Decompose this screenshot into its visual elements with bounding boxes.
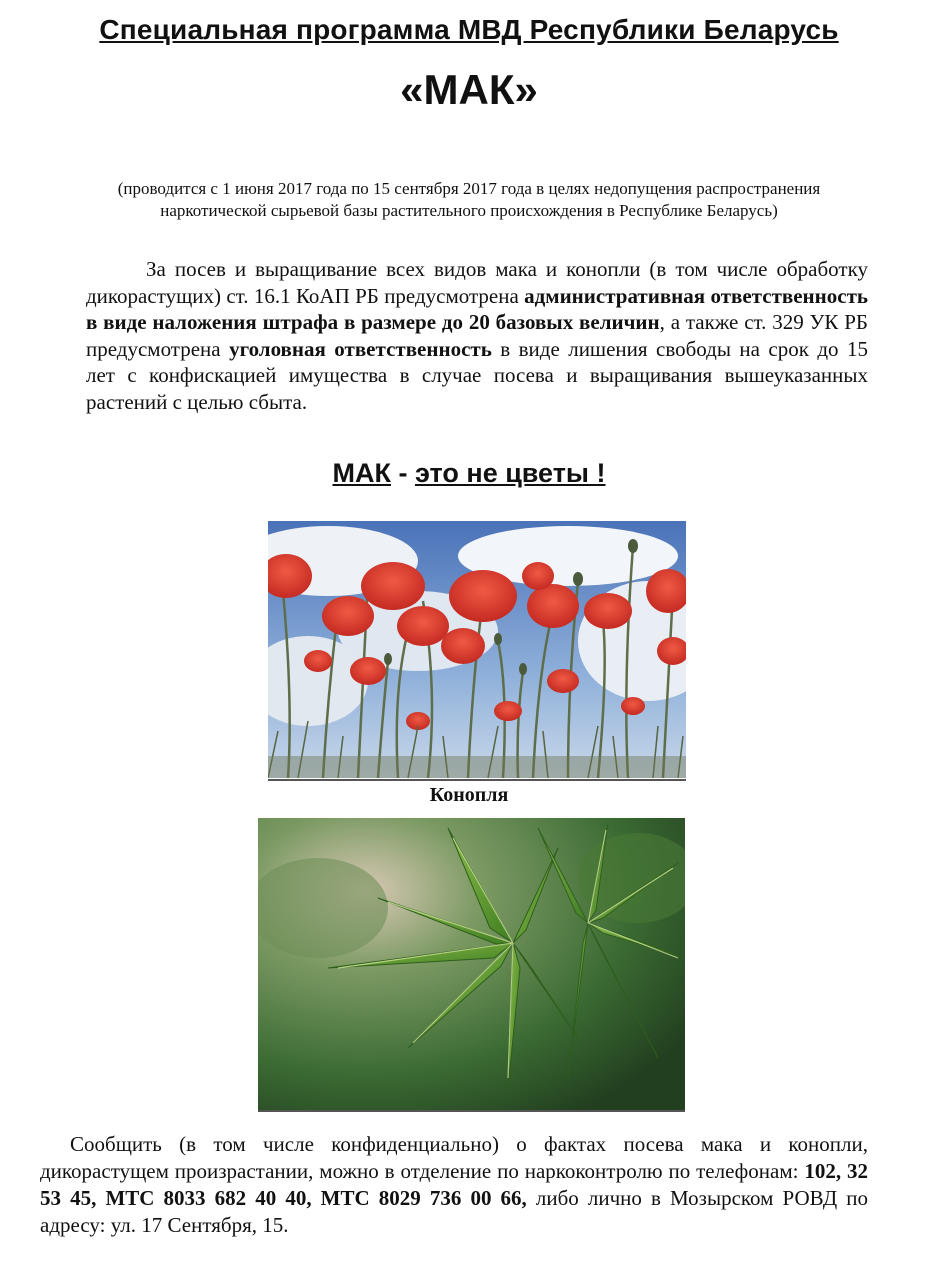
administrative-liability-text: административная ответственность в виде наложения штрафа в размере до 20 базовых величин bbox=[86, 283, 868, 334]
liability-paragraph bbox=[86, 256, 868, 415]
criminal-liability-text: уголовная ответственность bbox=[229, 336, 492, 361]
heading-dash: - bbox=[390, 458, 415, 488]
period-line-1: (проводится с 1 июня 2017 года по 15 сентября 2017 года в целях недопущения распространения bbox=[117, 179, 821, 198]
poppy-warning-heading bbox=[0, 458, 938, 489]
liability-text-1: За посев и выращивание всех видов мака и конопли (в том числе обработку дикорастущих) ст. 16.1 КоАП РБ предусмотрена bbox=[86, 257, 868, 308]
program-period bbox=[86, 178, 852, 222]
cannabis-leaf-photo bbox=[258, 818, 685, 1111]
contact-text-2: либо лично в Мозырском РОВД по адресу: ул. 17 Сентября, 15. bbox=[40, 1186, 868, 1237]
poppy-field-photo bbox=[268, 521, 686, 778]
poppy-word: МАК bbox=[332, 458, 391, 488]
cannabis-caption: Конопля bbox=[429, 784, 509, 806]
cannabis-photo-border bbox=[258, 1110, 685, 1112]
contact-text-1: Сообщить (в том числе конфиденциально) о фактах посева мака и конопли, дикорастущем произрастании, можно в отделение по наркоконтролю по телефонам: bbox=[40, 1132, 868, 1183]
liability-text-2: , а также ст. 329 УК РБ предусмотрена bbox=[86, 310, 868, 361]
period-line-2: наркотической сырьевой базы растительного происхождения в Республике Беларусь) bbox=[160, 201, 778, 220]
program-name: «МАК» bbox=[400, 66, 538, 113]
liability-text-3: в виде лишения свободы на срок до 15 лет с конфискацией имущества в случае посева и выращивания вышеуказанных растений с целью сбыта. bbox=[86, 336, 868, 414]
contact-phones: 102, 32 53 45, МТС 8033 682 40 40, МТС 8029 736 00 66, bbox=[40, 1159, 868, 1210]
not-flowers-phrase: это не цветы ! bbox=[414, 458, 606, 488]
poppy-photo-border bbox=[268, 779, 686, 781]
page-title: Специальная программа МВД Республики Беларусь bbox=[99, 14, 839, 45]
contact-paragraph bbox=[40, 1131, 868, 1239]
